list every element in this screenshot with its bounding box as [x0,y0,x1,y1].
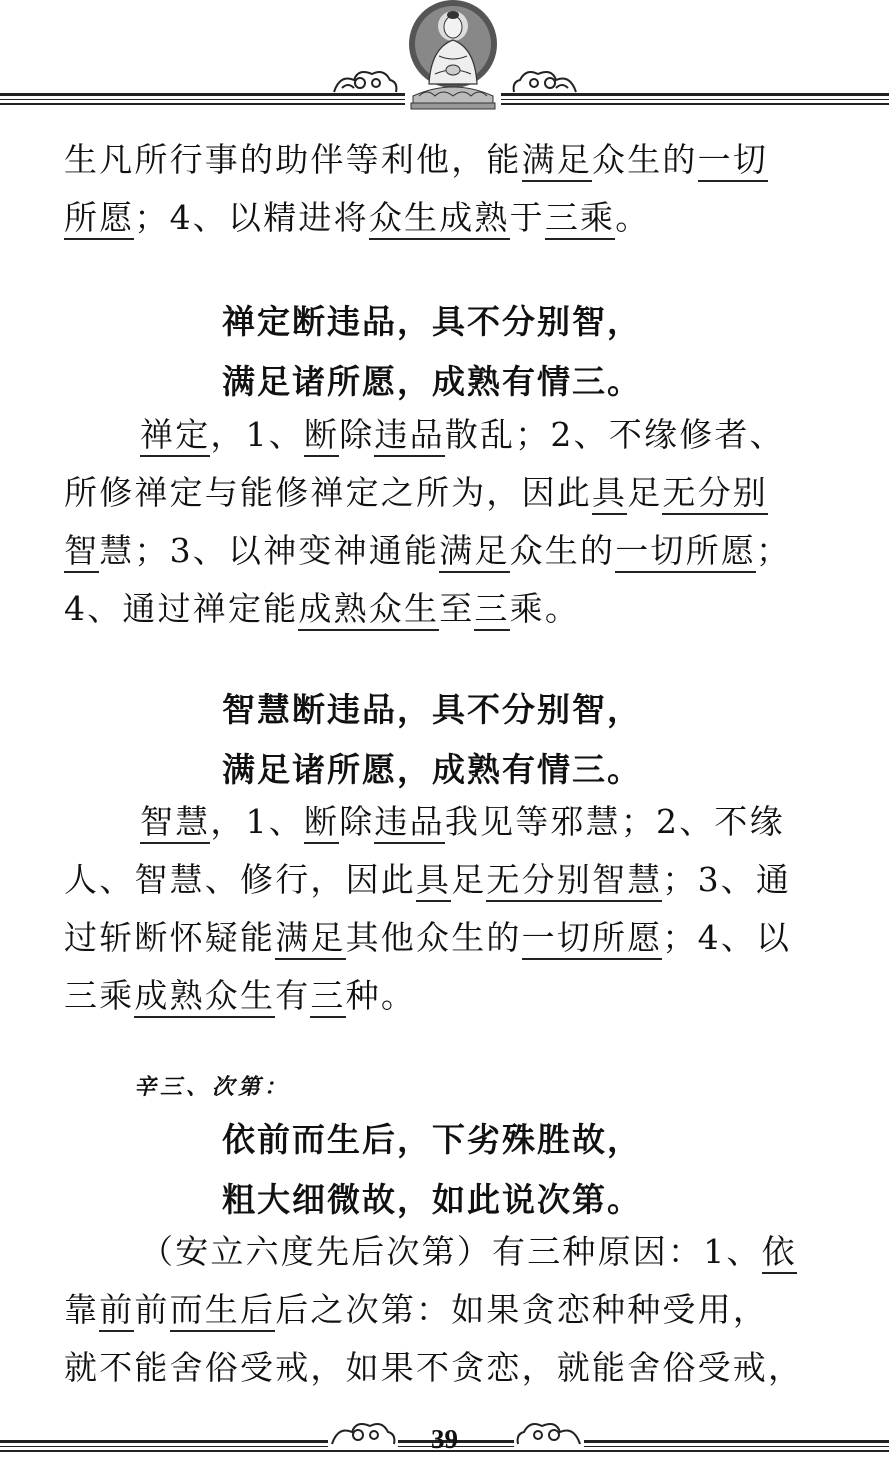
text-line: 所修禅定与能修禅定之所为，因此具足无分别 [64,464,856,522]
verse-line: 依前而生后，下劣殊胜故， [222,1120,642,1159]
text-line: 人、智慧、修行，因此具足无分别智慧；3、通 [64,851,856,909]
text-line: 智慧；3、以神变神通能满足众生的一切所愿； [64,522,856,580]
text-line: 4、通过禅定能成熟众生至三乘。 [64,580,856,638]
verse-line: 禅定断违品，具不分别智， [222,302,642,341]
verse-line: 智慧断违品，具不分别智， [222,690,642,729]
verse-line: 满足诸所愿，成熟有情三。 [222,750,642,789]
paragraph-2 [64,406,856,638]
paragraph-1 [64,131,856,247]
text-line: 生凡所行事的助伴等利他，能满足众生的一切 [64,131,856,189]
cloud-ornament-icon [330,66,400,96]
verse-2 [222,680,642,800]
paragraph-3 [64,793,856,1025]
verse-line: 粗大细微故，如此说次第。 [222,1180,642,1219]
text-line: 智慧，1、断除违品我见等邪慧；2、不缘 [64,793,856,851]
text-line: 就不能舍俗受戒，如果不贪恋，就能舍俗受戒， [64,1348,804,1387]
text-line: 三乘成熟众生有三种。 [64,967,856,1025]
cloud-ornament-icon [510,66,580,96]
text-line: 靠前前而生后后之次第：如果贪恋种种受用， [64,1281,856,1339]
text-line: 所愿；4、以精进将众生成熟于三乘。 [64,189,856,247]
page-number: 39 [431,1424,458,1454]
text-line: （安立六度先后次第）有三种原因：1、依 [64,1223,856,1281]
text-line: 过斩断怀疑能满足其他众生的一切所愿；4、以 [64,909,856,967]
text-line: 禅定，1、断除违品散乱；2、不缘修者、 [64,406,856,464]
seated-buddha-icon [405,0,501,110]
verse-1 [222,292,642,412]
verse-line: 满足诸所愿，成熟有情三。 [222,362,642,401]
verse-3 [222,1110,642,1230]
section-subheading: 辛三、次第： [134,1074,291,1100]
paragraph-4 [64,1223,856,1397]
